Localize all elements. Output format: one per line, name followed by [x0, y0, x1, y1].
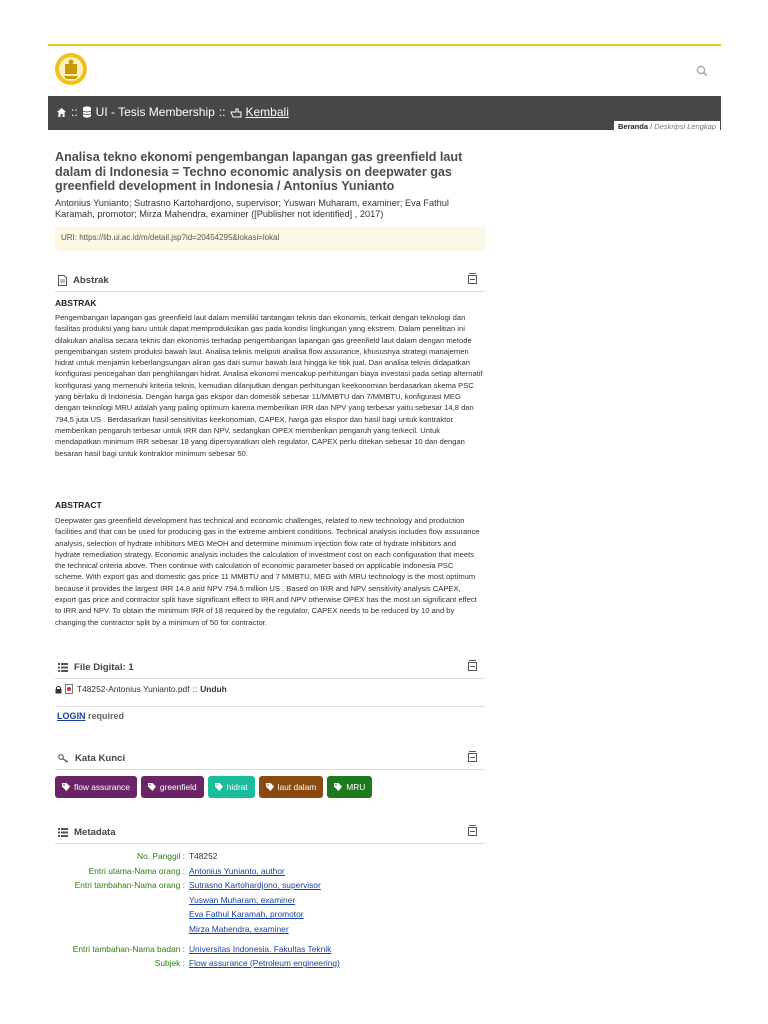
keywords-section-header[interactable]: [55, 748, 485, 770]
abstract-id-heading: ABSTRAK: [55, 298, 97, 308]
home-icon[interactable]: [56, 107, 67, 118]
pdf-file-icon: [65, 684, 74, 694]
database-icon: [82, 106, 92, 118]
metadata-section-title: Metadata: [74, 827, 116, 838]
record-url: URI: https://lib.ui.ac.id/m/detail.jsp?id=20454295&lokasi=lokal: [55, 227, 485, 251]
call-number-value: T48252: [189, 851, 218, 861]
document-icon: [58, 275, 67, 286]
download-link[interactable]: Unduh: [200, 684, 227, 694]
collapse-keywords-icon[interactable]: [468, 753, 477, 762]
added-person-link[interactable]: Yuswan Muharam, examiner: [189, 894, 296, 905]
keyword-tag-label: MRU: [346, 782, 366, 792]
file-name: T48252-Antonius Yunianto.pdf: [77, 684, 190, 694]
keyword-tag[interactable]: [55, 776, 137, 798]
back-link[interactable]: Kembali: [245, 105, 289, 119]
record-title: Analisa tekno ekonomi pengembangan lapangan gas greenfield laut dalam di Indonesia = Techno economic analysis on deepwater gas greenfield development in Indonesia / Antonius Yunianto: [55, 150, 463, 194]
added-person-link[interactable]: Sutrasno Kartohardjono, supervisor: [189, 880, 321, 891]
metadata-row: [55, 942, 485, 957]
subject-link[interactable]: Flow assurance (Petroleum engineering): [189, 958, 340, 969]
call-number-label: No. Panggil :: [137, 851, 185, 861]
keyword-tag-label: greenfield: [159, 782, 197, 792]
keywords-section-title: Kata Kunci: [75, 753, 126, 764]
keyword-tag[interactable]: [259, 776, 324, 798]
added-org-link[interactable]: Universitas Indonesia. Fakultas Teknik: [189, 943, 332, 954]
breadcrumb-home-link[interactable]: Beranda: [618, 122, 649, 131]
collapse-metadata-icon[interactable]: [468, 827, 477, 836]
added-person-link[interactable]: Eva Fathul Karamah, promotor: [189, 909, 304, 920]
record-header: [55, 150, 485, 251]
nav-separator: ::: [218, 105, 226, 119]
added-person-label: Entri tambahan-Nama orang :: [74, 880, 185, 891]
metadata-section-header[interactable]: [55, 822, 485, 844]
breadcrumb: [614, 121, 720, 132]
abstract-section-header[interactable]: [55, 270, 485, 292]
keyword-tag-label: hidrat: [226, 782, 248, 792]
abstract-section-title: Abstrak: [73, 275, 109, 286]
metadata-row: [55, 878, 485, 936]
tag-icon: [215, 783, 223, 791]
file-section-header[interactable]: [55, 657, 485, 679]
tag-icon: [62, 783, 70, 791]
abstract-id-text: Pengembangan lapangan gas greenfield laut dalam memiliki tantangan teknis dan ekonomis, terkait dengan teknologi dan fasilitas produksi yang baru untuk dapat memproduksikan gas pada kondisi lingkungan yang ekstrem. Dalam penelitian ini dilakukan analisa secara teknis dan ekonomis terhadap pengembangan lapangan gas greenfield laut dalam dengan metode pengembangan sistem produksi bawah laut. Analisa teknis meliputi analisa flow assurance, khususnya strategi manajemen hidrat untuk menjamin keberlangsungan aliran gas dari sumur bawah laut hingga ke titik jual. Dari analisa teknis didapatkan konfigurasi pencegahan dan penghilangan hidrat. Analisa ekonomi mencakup perhitungan biaya investasi pada setiap alternatif konfigurasi yang memenuhi kriteria teknis, kemudian dilanjutkan dengan perhitungan keekonomian berdasarkan skema PSC yang berlaku di Indonesia. Dengan harga gas ekspor dan domestik sebesar 11/MMBTU dan 7/MMBTU, konfigurasi MEG dengan teknologi MRU adalah yang paling optimum karena memberikan IRR dan NPV yang terbesar yaitu sebesar 14,8 dan 794,5 juta US . Berdasarkan hasil sensitivitas keekonomian, CAPEX, harga gas ekspor dan hasil bagi untuk kontraktor memberikan pengaruh terbesar untuk IRR dan NPV, sedangkan OPEX memberikan pengaruh yang terkecil. Untuk mendapatkan minimum IRR sebesar 18 yang dipersyaratkan oleh regulator, CAPEX perlu ditekan sebesar 10 dan dengan besaran hasil bagi untuk kontraktor minimum sebesar 50.: [55, 313, 483, 458]
main-entry-label: Entri utama-Nama orang :: [88, 865, 185, 876]
key-icon: [58, 754, 69, 763]
university-logo-icon[interactable]: [54, 52, 88, 86]
keyword-tag[interactable]: [327, 776, 372, 798]
keyword-tag-label: flow assurance: [74, 782, 130, 792]
keyword-tag[interactable]: [141, 776, 204, 798]
collapse-file-icon[interactable]: [468, 662, 477, 671]
metadata-table: [55, 849, 485, 971]
file-row: [55, 684, 227, 694]
abstract-en-text: Deepwater gas greenfield development has technical and economic challenges, related to new technology and production facilities and that can be used for producing gas in the extreme ambient conditions. Technical analysis includes flow assurance analysis, selection of hydrate inhibitors MEG MeOH and determine minimum injection flow rate of hydrate inhibitors and hydrate remediation strategy. Economic analysis includes the calculation of investment cost on each configuration that meets the technical criteria above. Then continue with calculation of economic parameter based on applicable Indonesia PSC scheme. With export gas and domestic gas price 11 MMBTU and 7 MMBTU, MEG with MRU technology is the most optimum because it provides the largest IRR 14.8 and NPV 794.5 million US . Based on IRR and NPV sensitivity analysis CAPEX, export gas price and contractor split have significant effect to IRR and NPV otherwise OPEX has the most un significant effect to IRR and NPV. To obtain the minimum IRR of 18 required by the regulator, CAPEX needs to be reduced by 10 and by changing the contractor split by a minimum of 50 for contractor.: [55, 516, 480, 627]
abstract-en-heading: ABSTRACT: [55, 500, 102, 510]
search-icon[interactable]: [695, 64, 709, 78]
keyword-tag[interactable]: [208, 776, 255, 798]
divider: [55, 706, 485, 707]
tag-icon: [148, 783, 156, 791]
breadcrumb-current: Deskripsi Lengkap: [654, 122, 716, 131]
subject-label: Subjek :: [154, 958, 185, 969]
nav-separator: ::: [71, 105, 78, 119]
lock-icon: [55, 685, 62, 694]
metadata-row: [55, 956, 485, 971]
list-icon: [58, 828, 68, 837]
metadata-row: [55, 849, 485, 864]
site-header: [48, 46, 721, 96]
file-separator: ::: [192, 684, 198, 694]
added-org-label: Entri tambahan-Nama badan :: [72, 943, 185, 954]
record-authors: Antonius Yunianto; Sutrasno Kartohardjono, supervisor; Yuswan Muharam, examiner; Eva Fathul Karamah, promotor; Mirza Mahendra, examiner ([Publisher not identified] , 2017): [55, 197, 449, 220]
file-section-title: File Digital: 1: [74, 662, 134, 673]
hand-pointer-icon: [230, 107, 242, 118]
collapse-abstract-icon[interactable]: [468, 275, 477, 284]
tag-icon: [334, 783, 342, 791]
added-person-link[interactable]: Mirza Mahendra, examiner: [189, 923, 289, 934]
login-required-notice: [57, 711, 124, 721]
keyword-tags: [55, 776, 372, 798]
list-icon: [58, 663, 68, 672]
login-link[interactable]: LOGIN: [57, 711, 86, 721]
tag-icon: [266, 783, 274, 791]
keyword-tag-label: laut dalam: [277, 782, 317, 792]
main-entry-link[interactable]: Antonius Yunianto, author: [189, 865, 285, 876]
breadcrumb-separator: /: [650, 122, 653, 131]
metadata-row: [55, 864, 485, 879]
required-label: required: [88, 711, 125, 721]
repository-label: UI - Tesis Membership: [95, 105, 215, 119]
